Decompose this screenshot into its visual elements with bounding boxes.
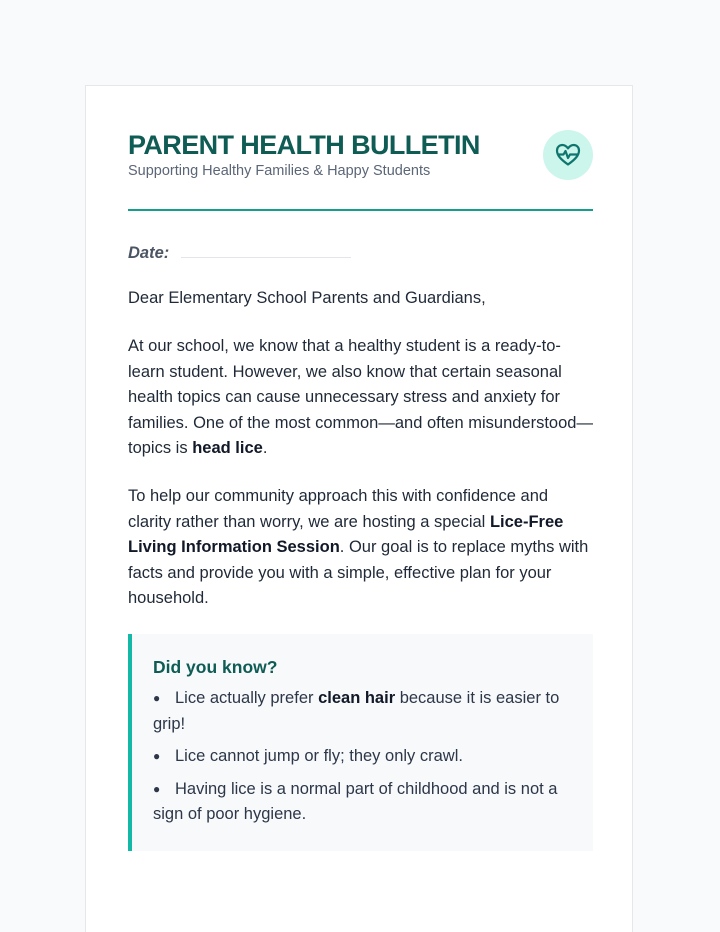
fact-item [153,744,583,770]
bulletin-subtitle: Supporting Healthy Families & Happy Students [128,163,431,179]
fact-text: Lice cannot jump or fly; they only crawl. [175,747,463,766]
did-you-know-callout [128,634,593,851]
bullet-icon: ● [153,781,161,796]
heart-pulse-icon [555,143,581,167]
intro-text-end: . [262,439,268,458]
session-text: To help our community approach this with confidence and clarity rather than worry, we are hosting a special [128,487,549,531]
fact-text-end: because it is easier to grip! [153,689,560,733]
fact-text: Having lice is a normal part of childhood and is not a sign of poor hygiene. [153,779,558,824]
greeting: Dear Elementary School Parents and Guardians, [128,289,486,307]
intro-paragraph [128,334,595,462]
heart-badge [543,130,593,180]
fact-text: Lice actually prefer [175,689,319,707]
bulletin-card [85,85,633,932]
bulletin-title: PARENT HEALTH BULLETIN [128,130,480,160]
fact-emphasis: clean hair [318,689,396,707]
intro-emphasis: head lice [192,439,263,458]
callout-title: Did you know? [153,657,278,677]
session-text-end: . Our goal is to replace myths with facts and provide you with a simple, effective plan for your household. [128,538,589,608]
intro-text: At our school, we know that a healthy student is a ready-to-learn student. However, we also know that certain seasonal health topics can cause unnecessary stress and anxiety for families. One of the most common—and often misunderstood—topics is [128,337,593,458]
bulletin-header [128,126,593,211]
date-label: Date: [128,244,170,262]
date-field-line [181,257,351,258]
bullet-icon: ● [153,691,161,705]
session-name: Lice-Free Living Information Session [128,512,564,557]
fact-item [153,777,583,828]
facts-list [153,686,583,835]
fact-item [153,686,583,737]
session-paragraph [128,484,595,612]
bullet-icon: ● [153,749,161,764]
